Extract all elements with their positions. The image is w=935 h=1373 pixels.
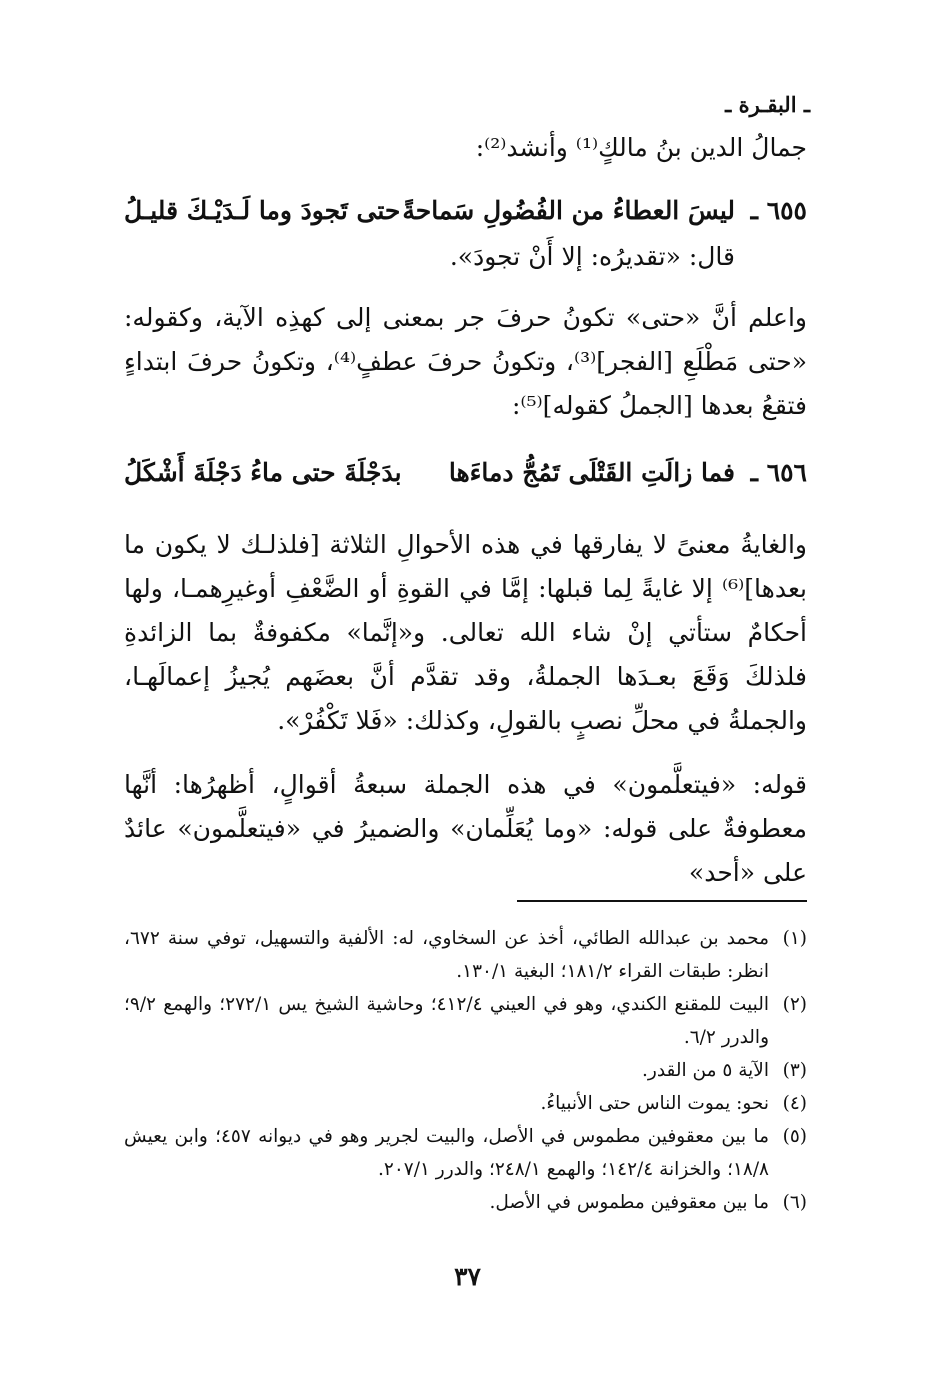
footnote-text: محمد بن عبدالله الطائي، أخذ عن السخاوي، له: الألفية والتسهيل، توفي سنة ٦٧٢، انظر: طبقات القراء ١٨١/٢؛ البغية ١٣٠/١.: [124, 928, 769, 982]
footnote: [124, 988, 807, 1054]
verse-comment: قال: «تقديرُه: إلا أَنْ تجودَ».: [449, 242, 735, 271]
verse-656: [124, 451, 807, 495]
paragraph: واعلم أنَّ «حتى» تكونُ حرفَ جر بمعنى إلى كهذِه الآية، وكقوله: «حتى مَطْلَعِ [الفجر]⁽³⁾، وتكونُ حرفَ عطفٍ⁽⁴⁾، وتكونُ حرفَ ابتداءٍ فتقعُ بعدها [الجملُ كقوله]⁽⁵⁾:: [124, 303, 807, 420]
footnote-number: (٦): [782, 1192, 807, 1213]
footnote-text: نحو: يموت الناس حتى الأنبياءُ.: [540, 1093, 769, 1114]
verse-number: ٦٥٦ ـ: [750, 458, 807, 487]
footnote-text: ما بين معقوفين مطموس في الأصل.: [489, 1192, 769, 1213]
paragraph: والغايةُ معنىً لا يفارقها في هذه الأحوالِ الثلاثة [فلذلـك لا يكون ما بعدها]⁽⁶⁾ إلا غايةً لِما قبلها: إمَّا في القوةِ أو الضَّعْفِ أوغيرِهمـا، ولها أحكامٌ ستأتي إنْ شاء الله تعالى. و«إنَّما» مكفوفةٌ بما الزائدةِ فلذلكَ وَقَعَ بعـدَها الجملةُ، وقد تقدَّم أنَّ بعضَهم يُجيزُ إعمالَهـا، والجملةُ في محلِّ نصبٍ بالقولِ، وكذلك: «فَلا تَكْفُرْ».: [124, 530, 807, 735]
footnote-number: (٣): [782, 1060, 807, 1081]
running-head: ـ البقـرة ـ: [725, 92, 810, 117]
footnotes: [124, 922, 807, 1219]
footnote-number: (٤): [782, 1093, 807, 1114]
footnote-text: الآية ٥ من القدر.: [642, 1060, 769, 1081]
footnote-text: البيت للمقنع الكندي، وهو في العيني ٤١٢/٤؛ وحاشية الشيخ يس ٢٧٢/١؛ والهمع ٩/٢؛ والدرر ٦/٢.: [124, 994, 770, 1048]
footnote-text: ما بين معقوفين مطموس في الأصل، والبيت لجرير وهو في ديوانه ٤٥٧؛ وابن يعيش ١٨/٨؛ والخزانة ١٤٢/٤؛ والهمع ٢٤٨/١؛ والدرر ٢٠٧/١.: [124, 1126, 769, 1180]
footnote: [124, 1087, 807, 1120]
footnote: [124, 1054, 807, 1087]
verse-first-hemistich: فما زالَتِ القَتْلَى تَمُجُّ دماءَها: [448, 458, 735, 487]
page-number: ٣٧: [454, 1262, 481, 1291]
paragraph: قوله: «فيتعلَّمون» في هذه الجملة سبعةُ أقوالٍ، أظهرُها: أنَّها معطوفةٌ على قوله: «وما يُعَلِّمان» والضميرُ في «فيتعلَّمون» عائدٌ على «أحد»: [124, 770, 807, 887]
verse-second-hemistich: بدَجْلَةَ حتى ماءُ دَجْلَةَ أَشْكَلُ: [124, 458, 402, 487]
footnote-separator: [517, 900, 807, 902]
intro-line: جمالُ الدين بنُ مالكٍ⁽¹⁾ وأنشد⁽²⁾:: [475, 133, 807, 162]
verse-number: ٦٥٥ ـ: [750, 196, 807, 225]
verse-first-hemistich: ليسَ العطاءُ من الفُضُولِ سَماحةً: [402, 196, 735, 225]
footnote-number: (٢): [782, 994, 807, 1015]
verse-second-hemistich: حتى تَجودَ وما لَـدَيْـكَ قليـلُ: [124, 196, 401, 225]
footnote: [124, 1120, 807, 1186]
footnote: [124, 922, 807, 988]
verse-655: [124, 189, 807, 233]
footnote: [124, 1186, 807, 1219]
footnote-number: (٥): [782, 1126, 807, 1147]
footnote-number: (١): [782, 928, 807, 949]
